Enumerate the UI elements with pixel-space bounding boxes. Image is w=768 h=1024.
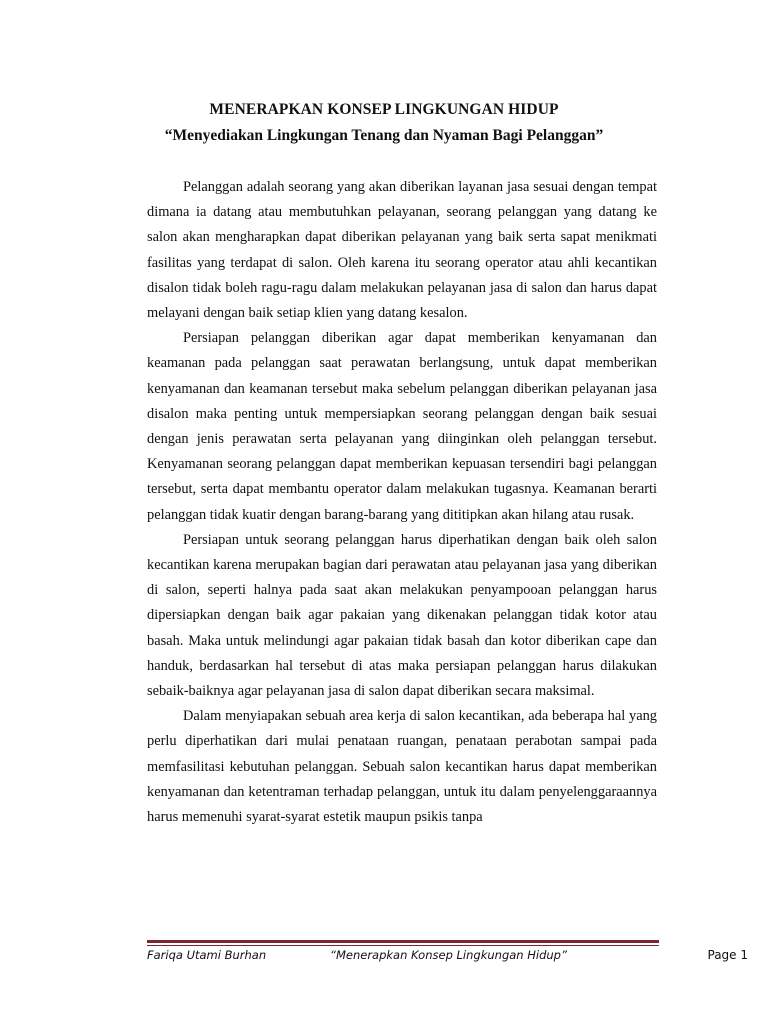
paragraph-1: Pelanggan adalah seorang yang akan diberikan layanan jasa sesuai dengan tempat dimana ia datang atau membutuhkan pelayanan, seorang pelanggan yang datang ke salon akan mengharapkan dapat diberikan pelayanan yang baik serta sapat menikmati fasilitas yang terdapat di salon. Oleh karena itu seorang operator atau ahli kecantikan disalon tidak boleh ragu-ragu dalam melakukan pelayanan jasa di salon dan harus dapat melayani dengan baik setiap klien yang datang kesalon. bbox=[147, 179, 657, 322]
footer-author: Fariqa Utami Burhan bbox=[147, 948, 267, 962]
footer-rule-thin bbox=[147, 945, 659, 946]
paragraph-4: Dalam menyiapakan sebuah area kerja di salon kecantikan, ada beberapa hal yang perlu diperhatikan dari mulai penataan ruangan, penataan perabotan sampai pada memfasilitasi kebutuhan pelanggan. Sebuah salon kecantikan harus dapat memberikan kenyamanan dan ketentraman terhadap pelanggan, untuk itu dalam penyelenggaraannya harus memenuhi syarat-syarat estetik maupun psikis tanpa bbox=[147, 708, 657, 826]
footer-title: “Menerapkan Konsep Lingkungan Hidup” bbox=[330, 948, 567, 962]
page-number: Page 1 bbox=[707, 948, 748, 962]
document-body bbox=[147, 175, 657, 830]
document-subtitle: “Menyediakan Lingkungan Tenang dan Nyaman Bagi Pelanggan” bbox=[164, 127, 604, 144]
document-title: MENERAPKAN KONSEP LINGKUNGAN HIDUP bbox=[209, 101, 559, 118]
footer-rule-thick bbox=[147, 940, 659, 943]
paragraph-2: Persiapan pelanggan diberikan agar dapat memberikan kenyamanan dan keamanan pada pelanggan saat perawatan berlangsung, untuk dapat memberikan kenyamanan dan keamanan tersebut maka sebelum pelanggan diberikan pelayanan jasa disalon maka penting untuk mempersiapkan seorang pelanggan dengan baik sesuai dengan jenis perawatan serta pelayanan yang diinginkan oleh pelanggan tersebut. Kenyamanan seorang pelanggan dapat memberikan kepuasan tersendiri bagi pelanggan tersebut, serta dapat membantu operator dalam melakukan tugasnya. Keamanan berarti pelanggan tidak kuatir dengan barang-barang yang dititipkan akan hilang atau rusak. bbox=[147, 330, 657, 523]
paragraph-3: Persiapan untuk seorang pelanggan harus diperhatikan dengan baik oleh salon kecantikan karena merupakan bagian dari perawatan atau pelayanan jasa yang diberikan di salon, seperti halnya pada saat akan melakukan penyampooan pelanggan harus dipersiapkan dengan baik agar pakaian yang dikenakan pelanggan tidak kotor atau basah. Maka untuk melindungi agar pakaian tidak basah dan kotor diberikan cape dan handuk, berdasarkan hal tersebut di atas maka persiapan pelanggan harus dilakukan sebaik-baiknya agar pelayanan jasa di salon dapat diberikan secara maksimal. bbox=[147, 531, 657, 700]
